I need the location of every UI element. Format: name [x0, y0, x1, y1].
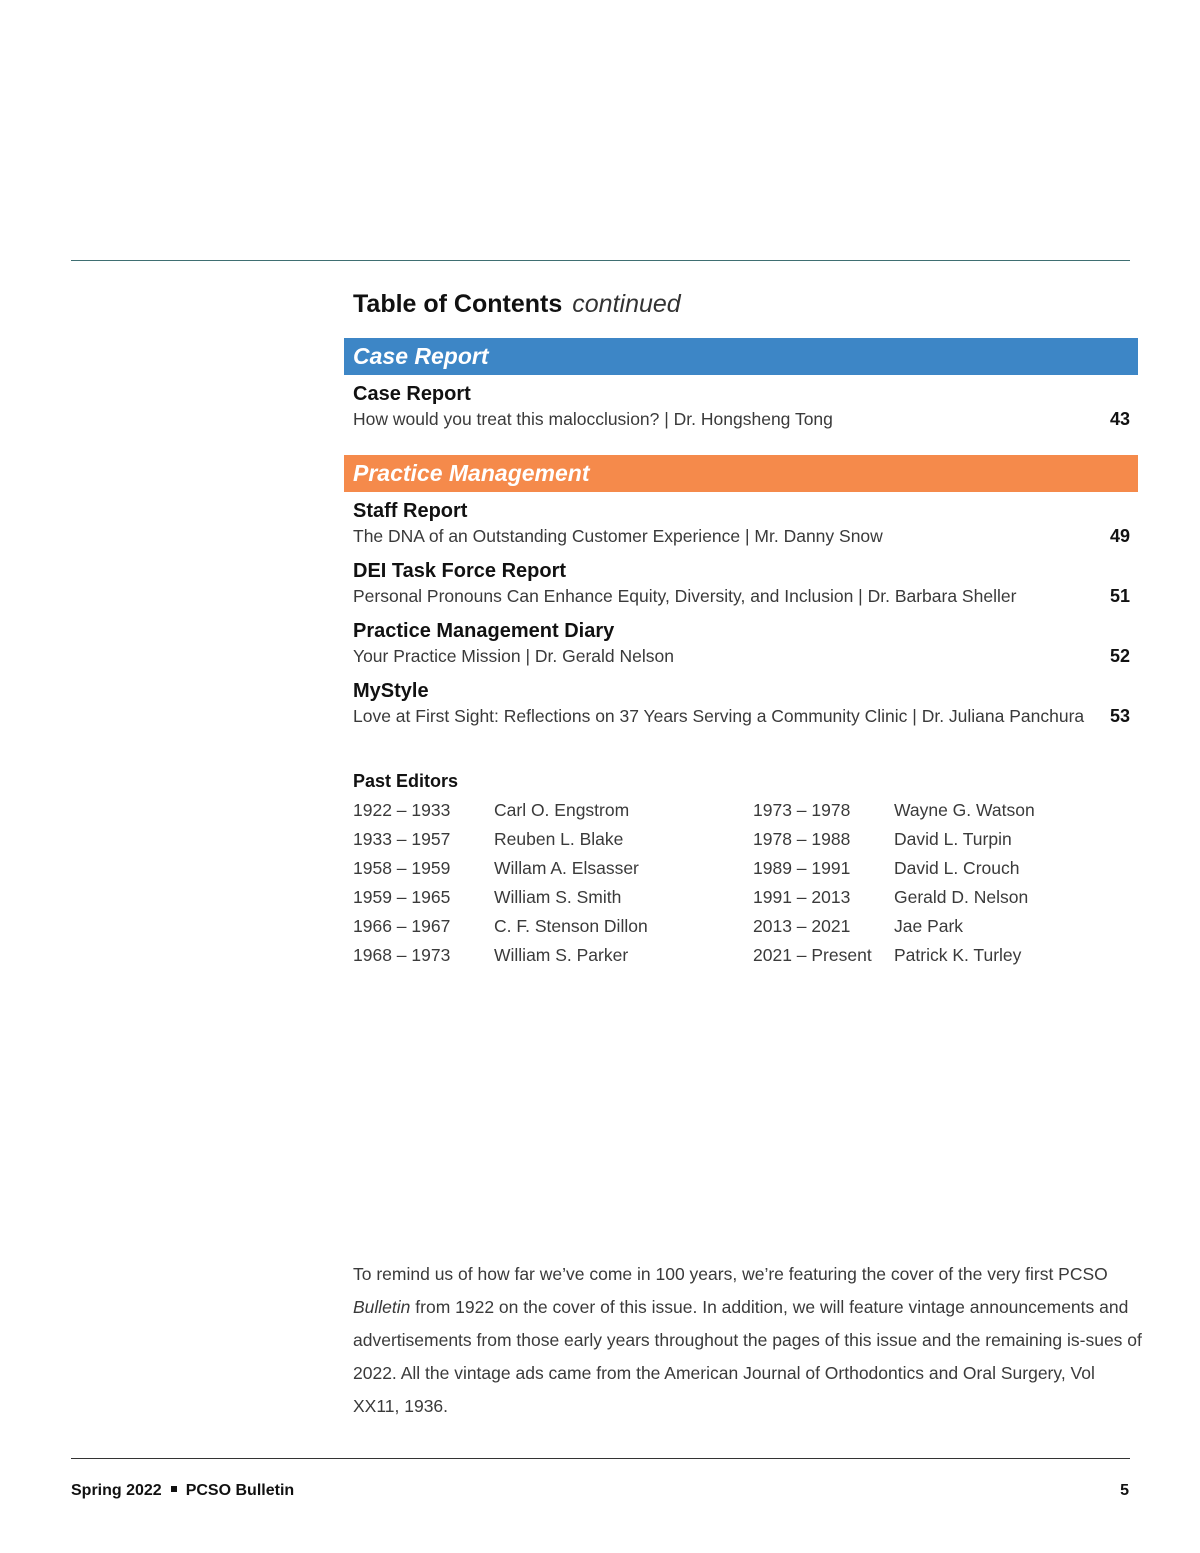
- toc-entry-practice-management-diary[interactable]: [353, 618, 1130, 670]
- footer-issue: Spring 2022: [71, 1482, 162, 1499]
- note-text-end: from 1922 on the cover of this issue. In addition, we will feature vintage announcements and advertisements from those early years throughout the pages of this issue and the remaining is-sues of 2022. All the vintage ads came from the American Journal of Orthodontics and Oral Surgery, Vol XX11, 1936.: [353, 1297, 1142, 1416]
- toc-entry-dei-task-force-report[interactable]: [353, 558, 1130, 610]
- toc-entry-description: Your Practice Mission | Dr. Gerald Nelson: [353, 646, 674, 666]
- editor-name: William S. Smith: [494, 887, 622, 907]
- toc-entry-page-number: 49: [1109, 526, 1130, 546]
- editor-row: [353, 798, 648, 827]
- page-title: [353, 288, 681, 320]
- editor-years: 1978 – 1988: [753, 829, 851, 849]
- page-title-text: Table of Contents: [353, 290, 563, 318]
- editor-years: 1922 – 1933: [353, 800, 451, 820]
- toc-entry-page-number: 43: [1109, 409, 1130, 429]
- editor-row: [753, 943, 1035, 972]
- footer-issue-info: [71, 1480, 294, 1502]
- editor-row: [353, 885, 648, 914]
- editor-years: 2021 – Present: [753, 945, 872, 965]
- editor-name: David L. Turpin: [894, 829, 1012, 849]
- editor-name: Reuben L. Blake: [494, 829, 624, 849]
- editor-name: Patrick K. Turley: [894, 945, 1022, 965]
- toc-entry-page-number: 51: [1109, 586, 1130, 606]
- editor-name: Jae Park: [894, 916, 964, 936]
- editor-name: Gerald D. Nelson: [894, 887, 1029, 907]
- cover-note-paragraph: [353, 1258, 1143, 1423]
- toc-entry-description: Love at First Sight: Reflections on 37 Years Serving a Community Clinic | Dr. Juliana Panchura: [353, 706, 1085, 726]
- editor-row: [353, 856, 648, 885]
- editor-name: Willam A. Elsasser: [494, 858, 639, 878]
- editor-row: [753, 856, 1035, 885]
- editor-row: [753, 914, 1035, 943]
- editor-years: 1966 – 1967: [353, 916, 451, 936]
- editor-years: 1991 – 2013: [753, 887, 851, 907]
- past-editors-list-right: [753, 798, 1035, 972]
- toc-entry-title: Case Report: [353, 383, 471, 405]
- editor-years: 1973 – 1978: [753, 800, 851, 820]
- section-header-practice-management: Practice Management: [344, 455, 1138, 492]
- editor-row: [753, 827, 1035, 856]
- footer-page-number: 5: [1120, 1482, 1129, 1499]
- toc-entry-mystyle[interactable]: [353, 678, 1130, 730]
- editor-row: [353, 827, 648, 856]
- note-text-start: To remind us of how far we’ve come in 100 years, we’re featuring the cover of the very first PCSO: [353, 1264, 1108, 1284]
- toc-entry-title: Practice Management Diary: [353, 620, 615, 642]
- toc-entry-title: MyStyle: [353, 680, 429, 702]
- editor-row: [753, 885, 1035, 914]
- editor-name: Wayne G. Watson: [894, 800, 1035, 820]
- editor-name: David L. Crouch: [894, 858, 1020, 878]
- toc-entry-description: The DNA of an Outstanding Customer Experience | Mr. Danny Snow: [353, 526, 883, 546]
- past-editors-heading: Past Editors: [353, 771, 459, 791]
- editor-name: C. F. Stenson Dillon: [494, 916, 648, 936]
- editor-name: Carl O. Engstrom: [494, 800, 630, 820]
- top-divider: [71, 260, 1130, 261]
- past-editors-list-left: [353, 798, 648, 972]
- toc-entry-page-number: 52: [1109, 646, 1130, 666]
- editor-years: 1959 – 1965: [353, 887, 451, 907]
- editor-row: [353, 914, 648, 943]
- toc-entry-staff-report[interactable]: [353, 498, 1130, 550]
- note-italic-title: Bulletin: [353, 1297, 411, 1317]
- toc-entry-description: Personal Pronouns Can Enhance Equity, Diversity, and Inclusion | Dr. Barbara Sheller: [353, 586, 1017, 606]
- editor-years: 1968 – 1973: [353, 945, 451, 965]
- toc-entry-title: DEI Task Force Report: [353, 560, 567, 582]
- editor-years: 2013 – 2021: [753, 916, 851, 936]
- page-title-continued: continued: [572, 290, 681, 318]
- editor-years: 1933 – 1957: [353, 829, 451, 849]
- footer-publication: PCSO Bulletin: [185, 1482, 295, 1499]
- editor-years: 1958 – 1959: [353, 858, 451, 878]
- toc-entry-description: How would you treat this malocclusion? | Dr. Hongsheng Tong: [353, 409, 833, 429]
- toc-entry-case-report[interactable]: [353, 381, 1130, 433]
- editor-years: 1989 – 1991: [753, 858, 851, 878]
- editor-row: [353, 943, 648, 972]
- editor-row: [753, 798, 1035, 827]
- bottom-divider: [71, 1458, 1130, 1459]
- section-header-case-report: Case Report: [344, 338, 1138, 375]
- toc-entry-title: Staff Report: [353, 500, 468, 522]
- square-bullet-icon: [171, 1486, 177, 1492]
- editor-name: William S. Parker: [494, 945, 629, 965]
- toc-entry-page-number: 53: [1109, 706, 1130, 726]
